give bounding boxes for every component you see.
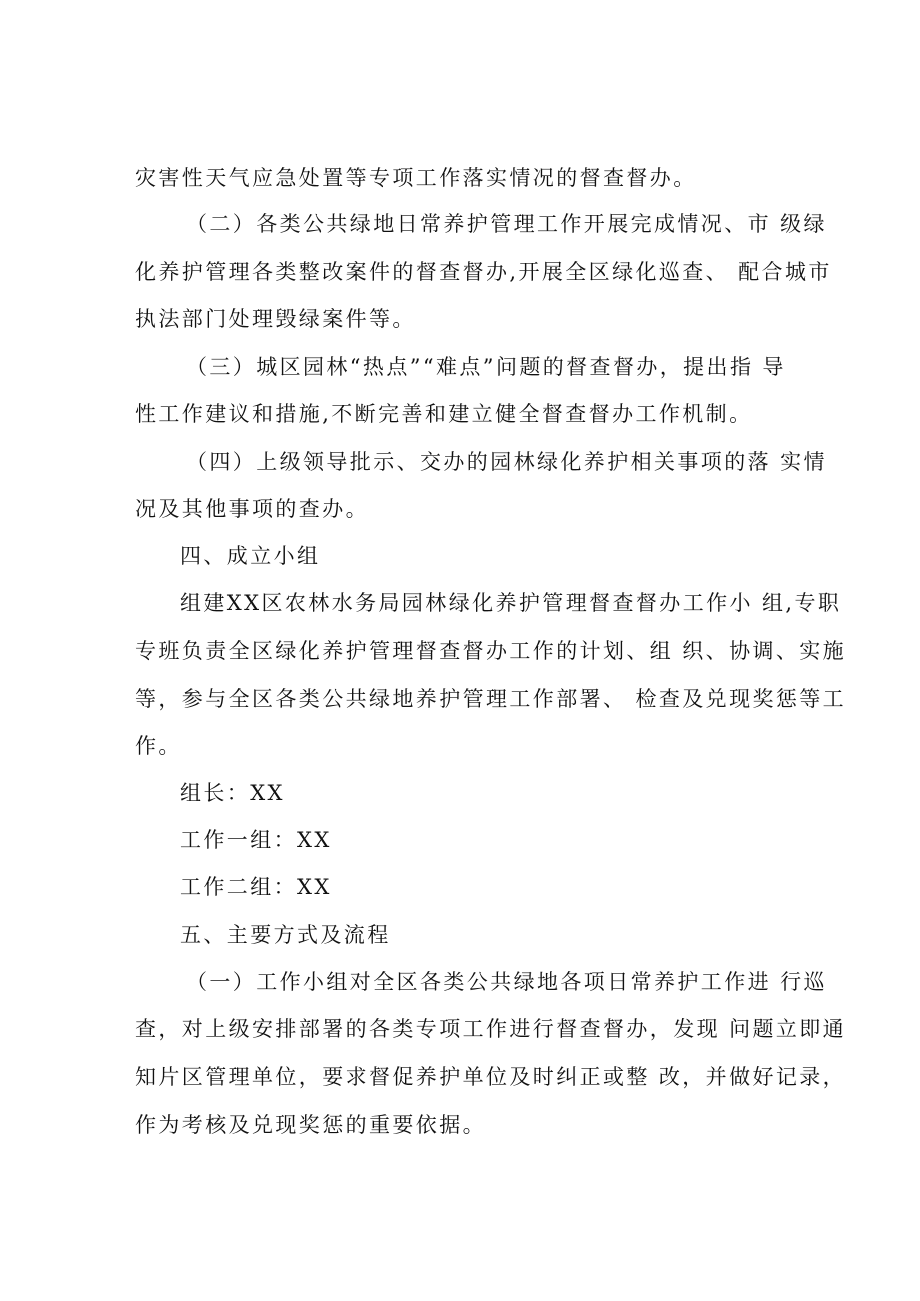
paragraph-line: 查，对上级安排部署的各类专项工作进行督查督办，发现 问题立即通 <box>135 1017 847 1041</box>
group-two-line: 工作二组：XX <box>180 875 332 899</box>
paragraph-line: （三）城区园林“热点”“难点”问题的督查督办，提出指 导 <box>186 355 786 379</box>
paragraph-line: （一）工作小组对全区各类公共绿地各项日常养护工作进 行巡 <box>186 970 827 994</box>
paragraph-line: 执法部门处理毁绿案件等。 <box>135 307 416 331</box>
section-heading: 四、成立小组 <box>180 544 321 568</box>
section-heading: 五、主要方式及流程 <box>180 923 391 947</box>
paragraph-line: 专班负责全区绿化养护管理督查督办工作的计划、组 织、协调、实施 <box>135 639 847 663</box>
paragraph-line: 作为考核及兑现奖惩的重要依据。 <box>135 1113 486 1137</box>
paragraph-line: 等，参与全区各类公共绿地养护管理工作部署、 检查及兑现奖惩等工 <box>135 687 847 711</box>
group-leader-line: 组长：XX <box>180 781 285 805</box>
paragraph-line: 知片区管理单位，要求督促养护单位及时纠正或整 改，并做好记录， <box>135 1065 847 1089</box>
paragraph-line: 组建XX区农林水务局园林绿化养护管理督查督办工作小 组,专职 <box>180 591 842 615</box>
paragraph-line: 况及其他事项的查办。 <box>135 497 369 521</box>
group-one-line: 工作一组：XX <box>180 828 332 852</box>
paragraph-line: 作。 <box>135 734 182 758</box>
paragraph-line: 化养护管理各类整改案件的督查督办,开展全区绿化巡查、 配合城市 <box>135 260 832 284</box>
paragraph-line: 性工作建议和措施,不断完善和建立健全督查督办工作机制。 <box>135 402 753 426</box>
paragraph-line: （四）上级领导批示、交办的园林绿化养护相关事项的落 实情 <box>186 450 827 474</box>
paragraph-line: 灾害性天气应急处置等专项工作落实情况的督查督办。 <box>135 166 697 190</box>
paragraph-line: （二）各类公共绿地日常养护管理工作开展完成情况、市 级绿 <box>186 212 827 236</box>
